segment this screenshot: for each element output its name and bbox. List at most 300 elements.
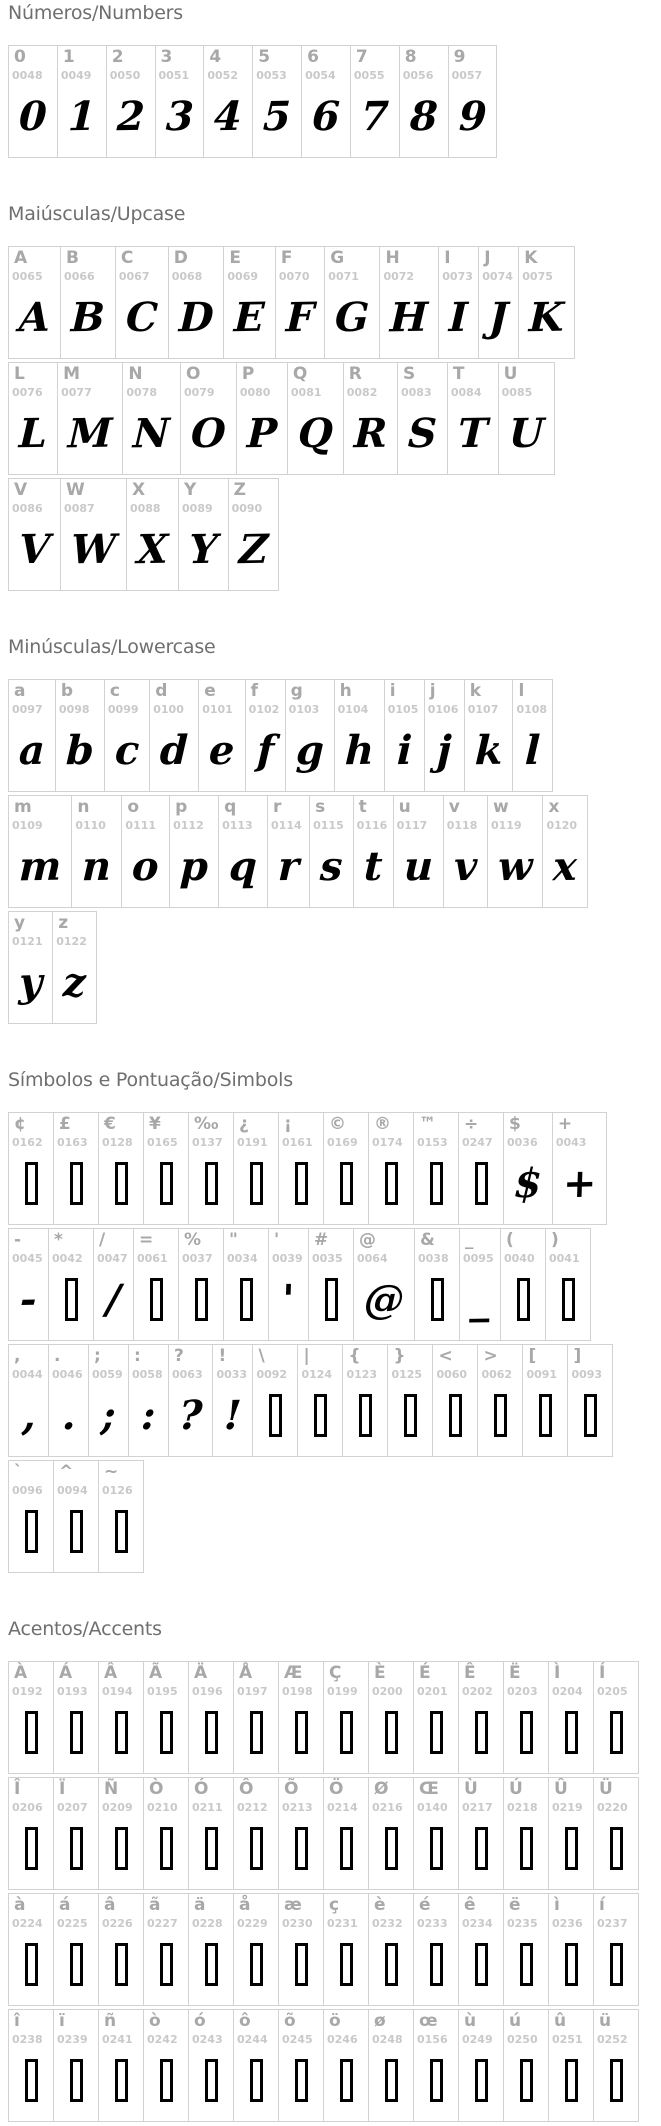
cell-char-label: æ: [284, 1895, 302, 1915]
glyph-area: [12, 283, 57, 353]
glyph-section: [8, 2, 653, 158]
glyph-cell: [233, 1112, 279, 1225]
missing-glyph-box: [385, 1162, 398, 1205]
glyph-area: [328, 283, 376, 353]
glyph-preview: k: [473, 726, 504, 775]
glyph-area: [147, 1698, 185, 1768]
cell-code-label: 0098: [58, 702, 90, 716]
cell-char-label: È: [374, 1663, 386, 1683]
missing-glyph-box: [295, 1827, 308, 1870]
glyph-cell: [133, 1228, 179, 1341]
glyph-cell: [60, 246, 116, 359]
glyph-area: [59, 716, 101, 786]
glyph-cell: [245, 679, 286, 792]
cell-code-label: 0081: [290, 385, 322, 399]
glyph-area: [289, 716, 331, 786]
glyph-area: [12, 515, 57, 585]
cell-code-label: 0075: [522, 269, 553, 283]
missing-glyph-box: [250, 1711, 263, 1754]
glyph-preview: ;: [100, 1391, 117, 1439]
glyph-area: [282, 1930, 320, 2000]
missing-glyph-box: [430, 1827, 443, 1870]
glyph-cell: [309, 795, 354, 908]
glyph-preview: E: [233, 293, 266, 342]
missing-glyph-box: [160, 2059, 173, 2102]
glyph-cell: [98, 1112, 144, 1225]
cell-code-label: 0192: [12, 1684, 43, 1698]
cell-char-label: p: [175, 797, 188, 817]
cell-code-label: 0231: [327, 1916, 358, 1930]
cell-char-label: g: [290, 681, 303, 701]
glyph-area: [232, 515, 275, 585]
glyph-cell: [353, 1228, 415, 1341]
missing-glyph-box: [475, 1827, 488, 1870]
glyph-area: [192, 1814, 230, 1884]
glyph-cell: [287, 362, 344, 475]
glyph-preview: J: [488, 293, 510, 342]
glyph-cell: [458, 1893, 504, 2006]
glyph-cell: [168, 1344, 213, 1457]
missing-glyph-box: [25, 1827, 38, 1870]
cell-code-label: 0212: [237, 1800, 268, 1814]
cell-code-label: 0110: [75, 818, 106, 832]
cell-char-label: ¢: [14, 1114, 26, 1134]
cell-char-label: O: [185, 364, 201, 384]
missing-glyph-box: [250, 1943, 263, 1986]
missing-glyph-box: [404, 1394, 417, 1437]
cell-char-label: Q: [292, 364, 308, 384]
glyph-area: [172, 283, 221, 353]
section-title: Acentos/Accents: [8, 1618, 162, 1640]
cell-code-label: 0087: [64, 501, 95, 515]
glyph-cell: [545, 1228, 591, 1341]
cell-char-label: 7: [355, 47, 368, 67]
glyph-cell: [424, 679, 465, 792]
cell-code-label: 0250: [507, 2032, 538, 2046]
cell-code-label: 0059: [92, 1367, 123, 1381]
glyph-area: [12, 716, 52, 786]
glyph-preview: e: [208, 726, 236, 775]
glyph-row: [8, 1228, 653, 1341]
glyph-area: [338, 716, 381, 786]
glyph-cell: [98, 1661, 144, 1774]
cell-code-label: 0106: [427, 702, 459, 716]
glyph-preview: y: [18, 958, 44, 1007]
cell-code-label: 0097: [12, 702, 43, 716]
missing-glyph-box: [150, 1278, 163, 1321]
glyph-cell: [228, 478, 279, 591]
cell-code-label: 0074: [482, 269, 513, 283]
glyph-area: [147, 1149, 185, 1219]
glyph-section: [8, 1618, 653, 2122]
glyph-area: [451, 399, 495, 469]
cell-char-label: 4: [209, 47, 222, 67]
glyph-cell: [223, 1228, 269, 1341]
cell-char-label: (: [506, 1230, 514, 1250]
glyph-cell: [368, 1893, 414, 2006]
glyph-preview: !: [223, 1391, 243, 1439]
glyph-cell: [223, 246, 276, 359]
glyph-area: [327, 2046, 365, 2116]
glyph-preview: d: [159, 726, 190, 775]
glyph-cell: [275, 246, 325, 359]
glyph-area: [462, 1814, 500, 1884]
cell-char-label: T: [452, 364, 465, 384]
glyph-preview: 1: [67, 92, 97, 141]
missing-glyph-box: [195, 1278, 208, 1321]
missing-glyph-box: [25, 2059, 38, 2102]
cell-char-label: í: [599, 1895, 605, 1915]
cell-char-label: ™: [419, 1114, 436, 1134]
cell-code-label: 0232: [372, 1916, 403, 1930]
glyph-cell: [8, 362, 58, 475]
cell-code-label: 0102: [248, 702, 280, 716]
cell-code-label: 0213: [282, 1800, 313, 1814]
glyph-area: [372, 1698, 410, 1768]
glyph-cell: [323, 1893, 369, 2006]
missing-glyph-box: [269, 1394, 282, 1437]
glyph-area: [12, 1698, 50, 1768]
missing-glyph-box: [314, 1394, 327, 1437]
glyph-row: [8, 679, 653, 792]
cell-char-label: U: [503, 364, 518, 384]
cell-code-label: 0205: [597, 1684, 628, 1698]
glyph-preview: ': [281, 1275, 296, 1323]
glyph-preview: l: [524, 726, 542, 774]
glyph-area: [391, 1381, 429, 1451]
glyph-cell: [53, 1893, 99, 2006]
missing-glyph-box: [520, 2059, 533, 2102]
cell-char-label: 9: [453, 47, 466, 67]
glyph-area: [597, 1698, 635, 1768]
cell-code-label: 0128: [102, 1135, 133, 1149]
glyph-cell: [122, 362, 181, 475]
glyph-preview: u: [402, 842, 434, 891]
glyph-cell: [278, 1893, 324, 2006]
glyph-cell: [522, 1344, 568, 1457]
glyph-area: [522, 283, 571, 353]
glyph-preview: :: [140, 1391, 157, 1439]
cell-code-label: 0203: [507, 1684, 538, 1698]
glyph-area: [227, 1265, 265, 1335]
glyph-cell: [350, 45, 400, 158]
glyph-area: [102, 1814, 140, 1884]
missing-glyph-box: [430, 1711, 443, 1754]
glyph-preview: 3: [164, 92, 195, 141]
glyph-cell: [8, 1893, 54, 2006]
cell-code-label: 0125: [391, 1367, 423, 1381]
glyph-preview: A: [18, 293, 51, 342]
cell-code-label: 0198: [282, 1684, 313, 1698]
glyph-area: [354, 82, 396, 152]
glyph-area: [125, 832, 166, 902]
glyph-preview: -: [19, 1275, 38, 1323]
missing-glyph-box: [520, 1827, 533, 1870]
glyph-section: [8, 636, 653, 1024]
cell-code-label: 0049: [60, 68, 92, 82]
glyph-preview: M: [67, 409, 114, 458]
cell-char-label: Û: [554, 1779, 568, 1799]
glyph-area: [227, 283, 272, 353]
glyph-cell: [548, 2009, 594, 2122]
glyph-cell: [252, 45, 302, 158]
glyph-cell: [478, 246, 519, 359]
cell-code-label: 0047: [97, 1251, 128, 1265]
cell-char-label: ô: [239, 2011, 251, 2031]
cell-char-label: /: [99, 1230, 106, 1250]
cell-code-label: 0089: [182, 501, 213, 515]
glyph-area: [182, 1265, 220, 1335]
glyph-preview: 8: [408, 92, 439, 141]
glyph-preview: S: [407, 409, 438, 458]
cell-char-label: %: [184, 1230, 202, 1250]
cell-char-label: E: [229, 248, 242, 268]
glyph-area: [12, 1497, 50, 1567]
cell-code-label: 0090: [231, 501, 263, 515]
glyph-area: [57, 1814, 95, 1884]
cell-code-label: 0169: [327, 1135, 358, 1149]
missing-glyph-box: [115, 1943, 128, 1986]
missing-glyph-box: [325, 1278, 338, 1321]
glyph-cell: [387, 1344, 433, 1457]
cell-char-label: w: [493, 797, 509, 817]
cell-char-label: ã: [149, 1895, 161, 1915]
cell-char-label: h: [339, 681, 352, 701]
cell-code-label: 0115: [313, 818, 344, 832]
cell-code-label: 0105: [387, 702, 419, 716]
glyph-area: [256, 82, 298, 152]
cell-char-label: Ã: [149, 1663, 163, 1683]
cell-code-label: 0041: [549, 1251, 580, 1265]
glyph-area: [327, 1149, 365, 1219]
glyph-cell: [323, 1112, 369, 1225]
glyph-preview: Y: [188, 525, 219, 574]
cell-code-label: 0224: [12, 1916, 43, 1930]
cell-char-label: â: [104, 1895, 116, 1915]
glyph-cell: [278, 1777, 324, 1890]
cell-code-label: 0096: [12, 1483, 43, 1497]
glyph-area: [240, 399, 284, 469]
cell-code-label: 0137: [192, 1135, 223, 1149]
missing-glyph-box: [385, 1827, 398, 1870]
cell-char-label: ü: [599, 2011, 612, 2031]
cell-code-label: 0063: [172, 1367, 203, 1381]
cell-code-label: 0054: [305, 68, 336, 82]
cell-code-label: 0121: [12, 934, 43, 948]
glyph-area: [403, 82, 445, 152]
glyph-cell: [233, 2009, 279, 2122]
missing-glyph-box: [115, 1510, 128, 1553]
cell-char-label: ø: [374, 2011, 386, 2031]
cell-char-label: ì: [554, 1895, 560, 1915]
cell-char-label: _: [465, 1230, 474, 1250]
glyph-row: [8, 1893, 653, 2006]
glyph-preview: /: [105, 1275, 122, 1323]
missing-glyph-box: [475, 1711, 488, 1754]
glyph-preview: X: [136, 525, 169, 574]
cell-code-label: 0197: [237, 1684, 268, 1698]
cell-char-label: Z: [233, 480, 246, 500]
cell-char-label: Ú: [509, 1779, 523, 1799]
glyph-cell: [168, 246, 225, 359]
cell-code-label: 0252: [597, 2032, 628, 2046]
glyph-area: [57, 1149, 95, 1219]
glyph-area: [237, 1698, 275, 1768]
cell-char-label: Í: [599, 1663, 606, 1683]
cell-code-label: 0086: [12, 501, 43, 515]
cell-char-label: e: [204, 681, 216, 701]
glyph-preview: O: [190, 409, 227, 458]
cell-code-label: 0095: [463, 1251, 494, 1265]
missing-glyph-box: [340, 2059, 353, 2102]
glyph-area: [468, 716, 510, 786]
cell-char-label: ¿: [239, 1114, 249, 1134]
cell-char-label: -: [14, 1230, 22, 1250]
glyph-area: [372, 2046, 410, 2116]
glyph-area: [372, 1814, 410, 1884]
missing-glyph-box: [565, 2059, 578, 2102]
glyph-cell: [500, 1228, 546, 1341]
cell-char-label: >: [483, 1346, 498, 1366]
cell-char-label: Ü: [599, 1779, 613, 1799]
cell-code-label: 0070: [278, 269, 310, 283]
glyph-preview: I: [448, 293, 469, 342]
glyph-cell: [53, 2009, 99, 2122]
cell-code-label: 0251: [552, 2032, 583, 2046]
glyph-area: [12, 2046, 50, 2116]
glyph-cell: [438, 246, 479, 359]
glyph-cell: [71, 795, 122, 908]
glyph-preview: 4: [213, 92, 244, 141]
cell-code-label: 0241: [102, 2032, 133, 2046]
cell-char-label: œ: [419, 2011, 438, 2031]
glyph-area: [222, 832, 264, 902]
glyph-preview: 7: [360, 92, 390, 141]
glyph-row: [8, 478, 653, 591]
glyph-row: [8, 1112, 653, 1225]
cell-code-label: 0234: [462, 1916, 493, 1930]
cell-code-label: 0055: [353, 68, 385, 82]
glyph-cell: [60, 478, 127, 591]
missing-glyph-box: [475, 1943, 488, 1986]
glyph-area: [418, 1265, 456, 1335]
glyph-area: [272, 1265, 305, 1335]
cell-char-label: €: [104, 1114, 116, 1134]
cell-char-label: ù: [464, 2011, 477, 2031]
cell-code-label: 0214: [327, 1800, 358, 1814]
glyph-area: [401, 399, 444, 469]
cell-code-label: 0238: [12, 2032, 43, 2046]
glyph-row: [8, 1777, 653, 1890]
missing-glyph-box: [565, 1711, 578, 1754]
cell-code-label: 0077: [61, 385, 92, 399]
cell-char-label: \: [258, 1346, 265, 1366]
missing-glyph-box: [295, 1711, 308, 1754]
glyph-area: [482, 283, 515, 353]
glyph-preview: t: [363, 842, 384, 891]
glyph-area: [462, 1930, 500, 2000]
glyph-area: [327, 1930, 365, 2000]
missing-glyph-box: [610, 1943, 623, 1986]
cell-char-label: 3: [160, 47, 173, 67]
glyph-preview: v: [452, 842, 478, 891]
glyph-preview: U: [507, 409, 545, 458]
glyph-area: [56, 948, 93, 1018]
cell-char-label: M: [63, 364, 81, 384]
glyph-area: [64, 515, 123, 585]
glyph-area: [552, 1930, 590, 2000]
glyph-preview: Q: [297, 409, 334, 458]
missing-glyph-box: [205, 1711, 218, 1754]
glyph-cell: [53, 1661, 99, 1774]
cell-code-label: 0079: [183, 385, 215, 399]
cell-char-label: á: [59, 1895, 71, 1915]
missing-glyph-box: [115, 1711, 128, 1754]
cell-char-label: Ò: [149, 1779, 164, 1799]
cell-char-label: Æ: [284, 1663, 303, 1683]
cell-code-label: 0035: [312, 1251, 343, 1265]
glyph-cell: [98, 1460, 144, 1573]
cell-char-label: S: [402, 364, 416, 384]
missing-glyph-box: [385, 2059, 398, 2102]
cell-char-label: ë: [509, 1895, 521, 1915]
missing-glyph-box: [539, 1394, 552, 1437]
cell-char-label: }: [393, 1346, 406, 1366]
glyph-cell: [169, 795, 219, 908]
cell-code-label: 0062: [481, 1367, 513, 1381]
glyph-cell: [8, 1661, 54, 1774]
glyph-row: [8, 1344, 653, 1457]
glyph-area: [153, 716, 195, 786]
glyph-preview: 6: [311, 92, 341, 141]
glyph-cell: [121, 795, 170, 908]
glyph-section: [8, 1069, 653, 1573]
glyph-cell: [53, 1112, 99, 1225]
glyph-cell: [155, 45, 205, 158]
glyph-row: [8, 1460, 653, 1573]
glyph-cell: [143, 1777, 189, 1890]
glyph-area: [417, 1698, 455, 1768]
glyph-cell: [218, 795, 268, 908]
glyph-area: [357, 1265, 411, 1335]
glyph-area: [546, 832, 584, 902]
cell-code-label: 0242: [147, 2032, 178, 2046]
glyph-cell: [143, 1112, 189, 1225]
cell-char-label: =: [139, 1230, 154, 1250]
cell-code-label: 0201: [417, 1684, 448, 1698]
glyph-area: [57, 1698, 95, 1768]
glyph-cell: [413, 1777, 459, 1890]
missing-glyph-box: [449, 1394, 462, 1437]
missing-glyph-box: [295, 1162, 308, 1205]
cell-code-label: 0036: [507, 1135, 538, 1149]
cell-code-label: 0140: [417, 1800, 448, 1814]
cell-char-label: 0: [14, 47, 26, 67]
glyph-cell: [143, 1893, 189, 2006]
glyph-row: [8, 2009, 653, 2122]
cell-code-label: 0226: [102, 1916, 133, 1930]
cell-code-label: 0060: [436, 1367, 468, 1381]
cell-char-label: ~: [104, 1462, 119, 1482]
missing-glyph-box: [340, 1827, 353, 1870]
cell-char-label: ñ: [104, 2011, 117, 2031]
missing-glyph-box: [565, 1943, 578, 1986]
cell-char-label: ^: [59, 1462, 74, 1482]
glyph-cell: [55, 679, 105, 792]
cell-char-label: ': [274, 1230, 280, 1250]
missing-glyph-box: [250, 1827, 263, 1870]
missing-glyph-box: [584, 1394, 597, 1437]
